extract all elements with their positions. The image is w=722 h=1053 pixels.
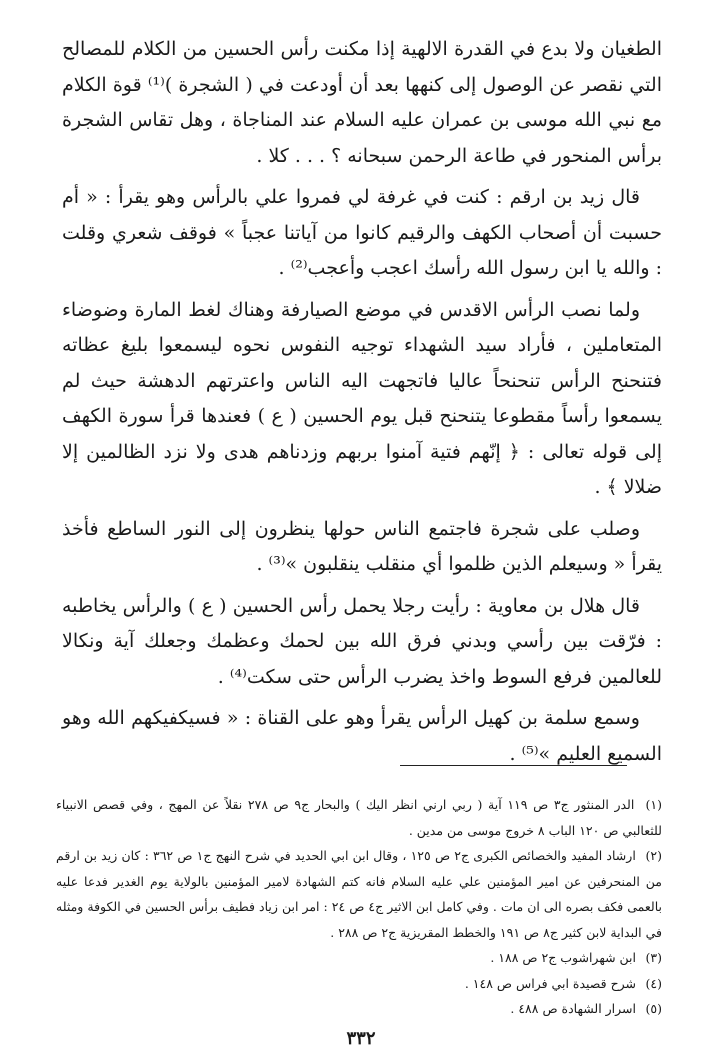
footnote-number: (١) — [645, 797, 662, 812]
footnote-divider — [400, 765, 627, 766]
footnote-2 — [56, 843, 662, 945]
footnote-text: الدر المنثور ج٣ ص ١١٩ آية ( ربي ارني انظر اليك ) والبحار ج٩ ص ٢٧٨ نقلاً عن المهج ، وفي قصص الانبياء للثعالبي ص ١٢٠ الباب ٨ خروج موسى من مدين . — [56, 797, 662, 838]
paragraph-3: ولما نصب الرأس الاقدس في موضع الصيارفة وهناك لغط المارة وضوضاء المتعاملين ، فأراد سيد الشهداء توجيه النفوس نحوه ليسمعوا بليغ عظاته فتنحنح الرأس تنحنحاً عاليا فاتجهت اليه الناس واعترتهم الدهشة حيث لم يسمعوا رأساً مقطوعا يتنحنح قبل يوم الحسين ( ع ) فعندها قرأ سورة الكهف إلى قوله تعالى : ﴿ إنّهم فتية آمنوا بربهم وزدناهم هدى ولا نزد الظالمين إلا ضلالا ﴾ . — [62, 298, 662, 498]
footnote-number: (٣) — [645, 950, 662, 965]
footnote-text: ابن شهراشوب ج٢ ص ١٨٨ . — [490, 950, 637, 965]
paragraph-1: الطغيان ولا بدع في القدرة الالهية إذا مكنت رأس الحسين من الكلام للمصالح التي نقصر عن الوصول إلى كنهها بعد أن أودعت في ( الشجرة )⁽¹⁾ قوة الكلام مع نبي الله موسى بن عمران عليه السلام عند المناجاة ، وهل تقاس الشجرة برأس المنحور في طاعة الرحمن سبحانه ؟ . . . كلا . — [62, 38, 662, 167]
paragraph-5: قال هلال بن معاوية : رأيت رجلا يحمل رأس الحسين ( ع ) والرأس يخاطبه : فرّقت بين رأسي وبدني فرق الله بين لحمك وعظمك وجعلك آية ونكالا للعالمين فرفع السوط واخذ يضرب الرأس حتى سكت⁽⁴⁾ . — [62, 594, 662, 688]
footnote-3 — [56, 945, 662, 971]
main-text-body — [62, 32, 662, 772]
page-number: ٣٣٢ — [346, 1028, 376, 1049]
footnote-number: (٥) — [645, 1001, 662, 1016]
footnote-4 — [56, 971, 662, 997]
footnote-text: شرح قصيدة ابي فراس ص ١٤٨ . — [464, 975, 637, 991]
paragraph-4: وصلب على شجرة فاجتمع الناس حولها ينظرون إلى النور الساطع فأخذ يقرأ « وسيعلم الذين ظلموا أي منقلب ينقلبون »⁽³⁾ . — [62, 517, 662, 575]
footnote-5 — [56, 996, 662, 1022]
footnote-number: (٤) — [645, 975, 662, 991]
footnote-number: (٢) — [645, 848, 662, 863]
footnotes-section — [56, 792, 662, 1022]
paragraph-2: قال زيد بن ارقم : كنت في غرفة لي فمروا علي بالرأس وهو يقرأ : « أم حسبت أن أصحاب الكهف والرقيم كانوا من آياتنا عجباً » فوقف شعري وقلت : والله يا ابن رسول الله رأسك اعجب وأعجب⁽²⁾ . — [62, 186, 662, 279]
footnote-text: ارشاد المفيد والخصائص الكبرى ج٢ ص ١٢٥ ، وقال ابن ابي الحديد في شرح النهج ج١ ص ٣٦٢ : كان زيد بن ارقم من المنحرفين عن امير المؤمنين علي عليه السلام فانه كتم الشهادة لامير المؤمنين بالولاية يوم الغدير فدعا عليه بالعمى فكف بصره الى ان مات . وفي كامل ابن الاثير ج٤ ص ٢٤ : امر ابن زياد فطيف برأس الحسين في الكوفة ومثله في البداية لابن كثير ج٨ ص ١٩١ والخطط المقريزية ج٢ ص ٢٨٨ . — [56, 848, 662, 940]
footnote-1 — [56, 792, 662, 843]
footnote-text: اسرار الشهادة ص ٤٨٨ . — [510, 1001, 637, 1016]
paragraph-6: وسمع سلمة بن كهيل الرأس يقرأ وهو على القناة : « فسيكفيكهم الله وهو السميع العليم »⁽⁵⁾ . — [62, 707, 662, 765]
